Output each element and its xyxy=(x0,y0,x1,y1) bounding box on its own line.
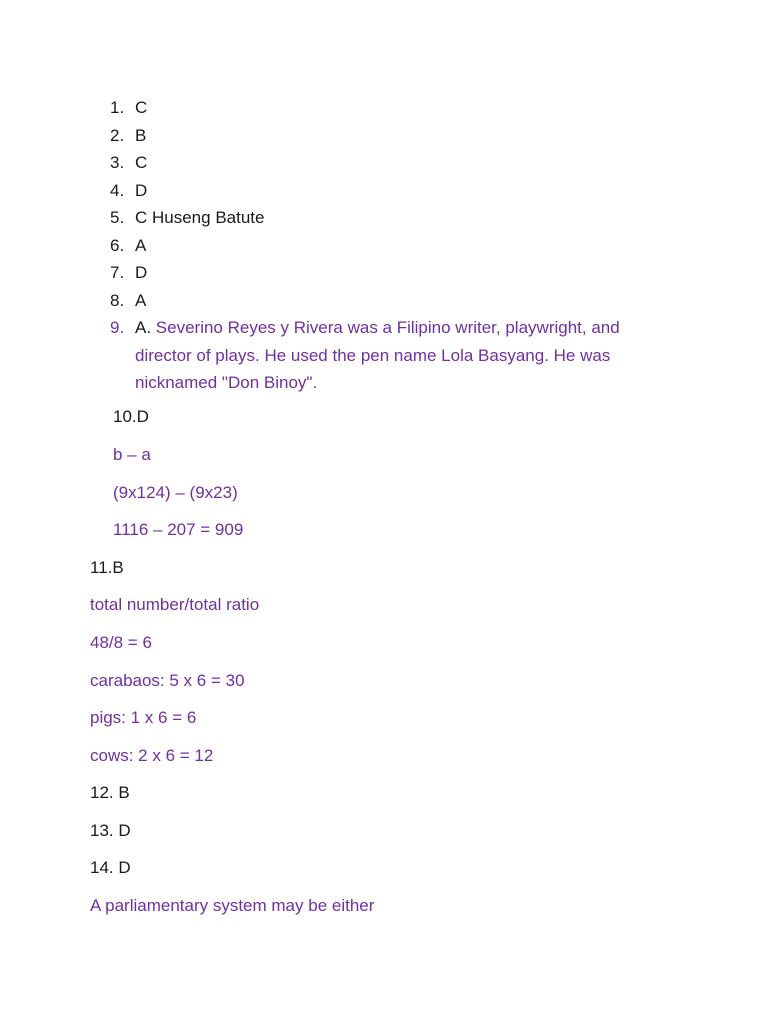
item-number: 6. xyxy=(110,235,125,255)
item-explanation xyxy=(135,314,670,397)
answer-11: 11.B xyxy=(90,558,124,577)
item-answer: D xyxy=(135,180,148,200)
work-line: A parliamentary system may be either xyxy=(90,896,375,915)
list-item xyxy=(110,177,670,205)
work-line: b – a xyxy=(113,445,151,464)
list-item xyxy=(110,232,670,260)
item-number: 8. xyxy=(110,290,125,310)
answer-14: 14. D xyxy=(90,858,131,877)
list-item xyxy=(110,149,670,177)
answer-12: 12. B xyxy=(90,783,130,802)
work-line: 1116 – 207 = 909 xyxy=(113,520,244,539)
answer-10: 10.D xyxy=(113,407,149,426)
list-item xyxy=(110,122,670,150)
list-item xyxy=(110,204,670,232)
item-number: 2. xyxy=(110,125,125,145)
work-line: carabaos: 5 x 6 = 30 xyxy=(90,671,245,690)
item-answer: C Huseng Batute xyxy=(135,208,265,227)
work-line: total number/total ratio xyxy=(90,595,260,614)
work-line: (9x124) – (9x23) xyxy=(113,483,238,502)
work-line: pigs: 1 x 6 = 6 xyxy=(90,708,197,727)
item-number: 3. xyxy=(110,153,125,172)
item-answer: B xyxy=(135,125,147,145)
list-item xyxy=(110,259,670,287)
item-answer: A xyxy=(135,290,147,310)
item-number: 4. xyxy=(110,180,125,200)
list-item-9 xyxy=(110,314,670,397)
work-line: 48/8 = 6 xyxy=(90,633,152,652)
item-answer: D xyxy=(135,263,148,282)
answer-13: 13. D xyxy=(90,821,131,840)
item-answer: C xyxy=(135,98,148,117)
item-number: 9. xyxy=(110,318,125,337)
item-number: 7. xyxy=(110,263,125,282)
item-answer: A. xyxy=(135,318,152,337)
item-number: 1. xyxy=(110,98,125,117)
item-answer: C xyxy=(135,153,148,172)
work-line: cows: 2 x 6 = 12 xyxy=(90,746,214,765)
item-number: 5. xyxy=(110,208,125,227)
list-item xyxy=(110,287,670,315)
answer-list xyxy=(110,94,670,397)
list-item xyxy=(110,94,670,122)
item-explanation-text: Severino Reyes y Rivera was a Filipino writer, playwright, and director of plays. He used the pen name Lola Basyang. He was nicknamed "Don Binoy". xyxy=(135,318,620,392)
item-answer: A xyxy=(135,235,147,255)
